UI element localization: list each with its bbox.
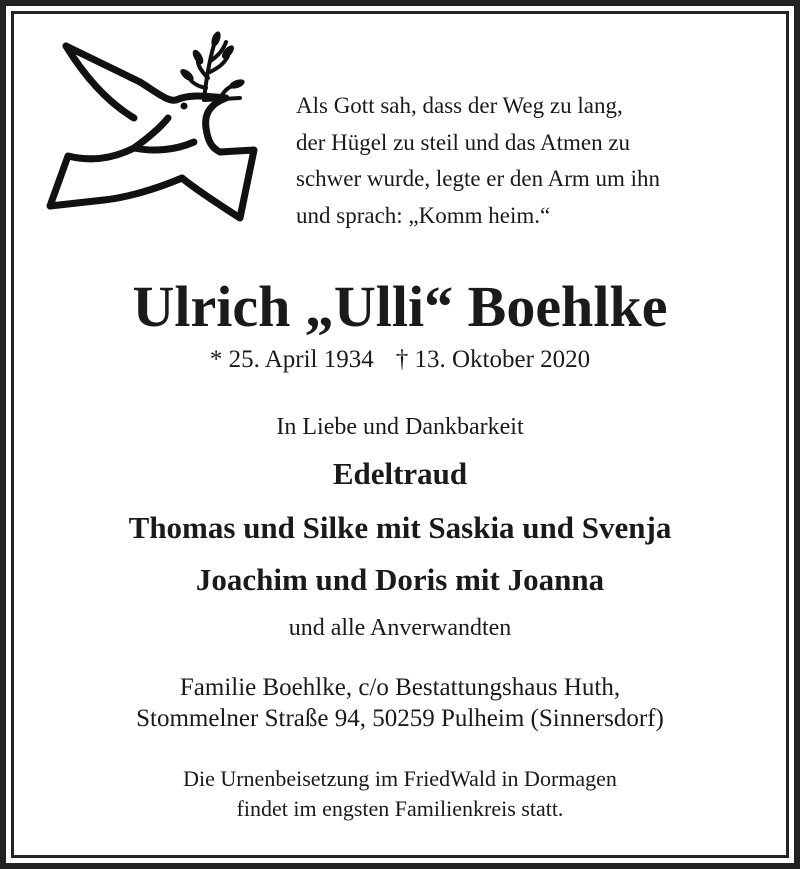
address-line: Stommelner Straße 94, 50259 Pulheim (Sinnersdorf): [136, 705, 664, 732]
death-date: † 13. Oktober 2020: [395, 346, 591, 373]
poem-verse: [296, 88, 756, 234]
poem-line: Als Gott sah, dass der Weg zu lang,: [296, 93, 623, 118]
relatives-line: und alle Anverwandten: [288, 615, 512, 641]
deceased-name: Ulrich „Ulli“ Boehlke: [132, 274, 668, 339]
mourner-name: Thomas und Silke mit Saskia und Svenja: [128, 510, 672, 545]
address-line: Familie Boehlke, c/o Bestattungshaus Huth,: [179, 674, 621, 701]
poem-line: und sprach: „Komm heim.“: [296, 202, 551, 228]
burial-note: Die Urnenbeisetzung im FriedWald in Dormagen: [183, 766, 617, 791]
birth-date: * 25. April 1934: [209, 346, 374, 373]
poem-line: der Hügel zu steil und das Atmen zu: [296, 129, 631, 155]
mourner-name: Edeltraud: [332, 456, 468, 491]
burial-note: findet im engsten Familienkreis statt.: [236, 796, 564, 821]
mourner-name: Joachim und Doris mit Joanna: [195, 562, 605, 597]
life-dates: [0, 344, 800, 376]
mourners-intro: In Liebe und Dankbarkeit: [276, 414, 524, 440]
dove-with-olive-branch-icon: [44, 30, 264, 240]
poem-line: schwer wurde, legte er den Arm um ihn: [296, 166, 661, 191]
